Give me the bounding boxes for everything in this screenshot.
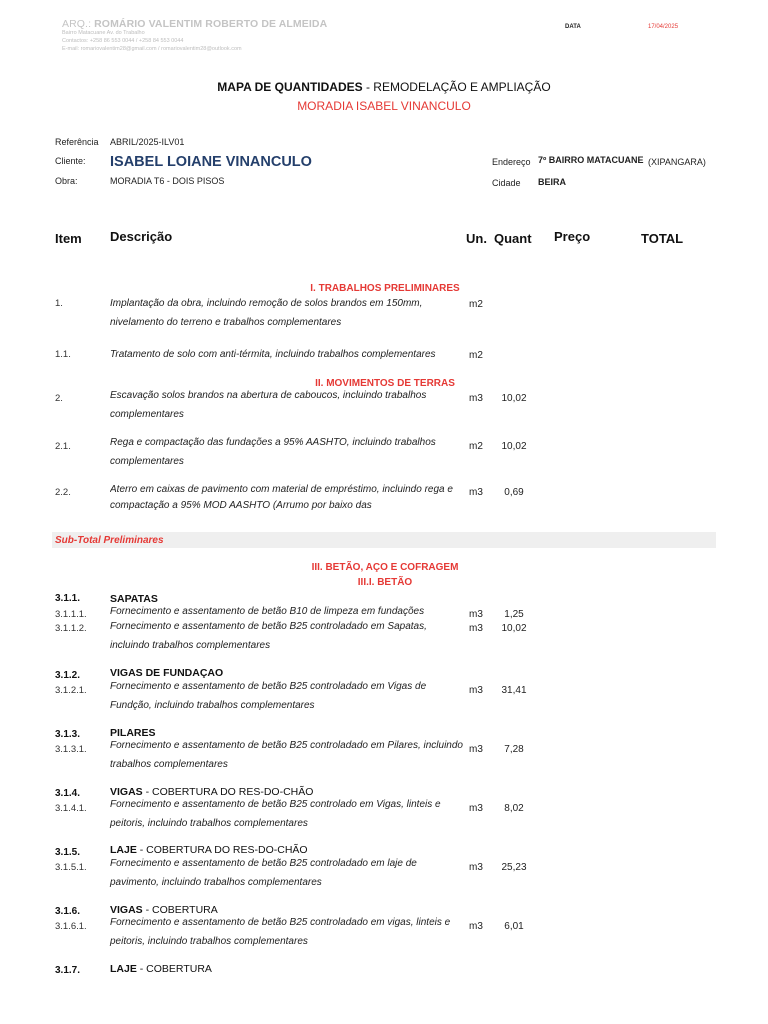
col-header-un: Un. [466, 231, 487, 246]
item-unit: m2 [469, 441, 483, 452]
item-description: Fornecimento e assentamento de betão B25 controladado em vigas, linteis e peitoris, incluindo trabalhos complementares [110, 917, 451, 947]
cidade-label: Cidade [492, 178, 521, 188]
group-title-bold: SAPATAS [110, 593, 158, 605]
architect-name: ROMÁRIO VALENTIM ROBERTO DE ALMEIDA [94, 18, 328, 30]
group-title-bold: LAJE [110, 963, 137, 975]
referencia-value: ABRIL/2025-ILV01 [110, 137, 185, 147]
item-quantity: 1,25 [504, 609, 524, 620]
item-number: 2.1. [55, 441, 71, 452]
endereco-label: Endereço [492, 157, 531, 167]
title-rest: - REMODELAÇÃO E AMPLIAÇÃO [362, 80, 551, 94]
item-number: 3.1.6.1. [55, 921, 87, 932]
subtotal-label: Sub-Total Preliminares [55, 535, 164, 546]
item-unit: m3 [469, 393, 483, 404]
item-description: Fornecimento e assentamento de betão B10 de limpeza em fundações [110, 606, 425, 617]
item-number: 3.1.3.1. [55, 744, 87, 755]
item-number: 2. [55, 393, 63, 404]
item-unit: m3 [469, 487, 483, 498]
group-number: 3.1.2. [55, 670, 81, 681]
item-description: Tratamento de solo com anti-térmita, incluindo trabalhos complementares [110, 349, 436, 360]
item-description: Fornecimento e assentamento de betão B25 controladado em Pilares, incluindo trabalhos complementares [110, 740, 463, 770]
col-header-quant: Quant [494, 231, 532, 246]
item-description: Escavação solos brandos na abertura de caboucos, incluindo trabalhos complementares [110, 390, 427, 420]
endereco-extra: (XIPANGARA) [648, 157, 706, 167]
architect-heading [62, 18, 327, 30]
item-number: 3.1.5.1. [55, 862, 87, 873]
group-title-rest: - COBERTURA DO RES-DO-CHÃO [142, 786, 314, 798]
architect-address: Bairro Matacuane Av. do Trabalho [62, 30, 145, 36]
cidade-value: BEIRA [538, 177, 567, 187]
item-unit: m3 [469, 685, 483, 696]
col-header-total: TOTAL [641, 231, 684, 246]
item-unit: m3 [469, 921, 483, 932]
group-number: 3.1.6. [55, 906, 81, 917]
item-quantity: 6,01 [504, 921, 524, 932]
group-title-bold: PILARES [110, 727, 156, 739]
group-title-bold: LAJE [110, 844, 137, 856]
col-header-preco: Preço [554, 229, 591, 244]
item-unit: m2 [469, 350, 483, 361]
date-label: DATA [565, 24, 581, 30]
obra-label: Obra: [55, 176, 78, 186]
col-header-item: Item [55, 231, 82, 246]
group-title [110, 963, 212, 975]
title-bold: MAPA DE QUANTIDADES [217, 80, 363, 94]
group-number: 3.1.3. [55, 729, 81, 740]
item-unit: m3 [469, 609, 483, 620]
architect-label: ARQ.: [62, 18, 92, 30]
section-heading: III. BETÃO, AÇO E COFRAGEM [311, 562, 459, 573]
document-title [0, 80, 768, 94]
item-quantity: 25,23 [501, 862, 527, 873]
group-title-rest: - COBERTURA [142, 904, 218, 916]
endereco-value: 7º BAIRRO MATACUANE [538, 155, 644, 165]
group-title-bold: VIGAS DE FUNDAÇAO [110, 667, 224, 679]
section-heading: I. TRABALHOS PRELIMINARES [310, 283, 460, 294]
group-number: 3.1.5. [55, 847, 81, 858]
item-description: Implantação da obra, incluindo remoção de solos brandos em 150mm, nivelamento do terreno e trabalhos complementares [110, 298, 423, 328]
group-number: 3.1.1. [55, 593, 81, 604]
document-subtitle: MORADIA ISABEL VINANCULO [297, 99, 471, 113]
item-description: Fornecimento e assentamento de betão B25 controlado em Vigas, linteis e peitoris, incluindo trabalhos complementares [110, 799, 441, 829]
item-description: Fornecimento e assentamento de betão B25 controladado em Sapatas, incluindo trabalhos complementares [110, 621, 427, 651]
item-description: Fornecimento e assentamento de betão B25 controladado em Vigas de Fundção, incluindo trabalhos complementares [110, 681, 427, 711]
item-unit: m3 [469, 744, 483, 755]
item-quantity: 10,02 [501, 623, 527, 634]
col-header-descricao: Descrição [110, 229, 173, 244]
item-unit: m3 [469, 623, 483, 634]
group-title-rest: - COBERTURA [136, 963, 212, 975]
subsection-heading: III.I. BETÃO [357, 577, 413, 588]
architect-email: E-mail: romariovalentim28@gmail.com / romariovalentim28@outlook.com [62, 46, 242, 52]
item-description: Fornecimento e assentamento de betão B25 controladado em laje de pavimento, incluindo trabalhos complementares [110, 858, 417, 888]
item-number: 2.2. [55, 487, 71, 498]
obra-value: MORADIA T6 - DOIS PISOS [110, 176, 225, 186]
item-quantity: 7,28 [504, 744, 524, 755]
item-number: 3.1.2.1. [55, 685, 87, 696]
cliente-label: Cliente: [55, 156, 86, 166]
item-number: 3.1.4.1. [55, 803, 87, 814]
item-number: 1.1. [55, 349, 71, 360]
date-value: 17/04/2025 [648, 24, 679, 30]
item-unit: m3 [469, 803, 483, 814]
item-unit: m3 [469, 862, 483, 873]
section-heading: II. MOVIMENTOS DE TERRAS [315, 378, 455, 389]
group-title-rest: - COBERTURA DO RES-DO-CHÃO [136, 844, 308, 856]
item-description: Rega e compactação das fundações a 95% AASHTO, incluindo trabalhos complementares [110, 437, 436, 467]
item-description: Aterro em caixas de pavimento com material de empréstimo, incluindo rega e compactação a 95% MOD AASHTO (Arrumo por baixo das [110, 484, 453, 511]
item-quantity: 31,41 [501, 685, 527, 696]
referencia-label: Referência [55, 137, 99, 147]
architect-contacts: Contactos: +258 86 553 0044 / +258 84 553 0044 [62, 38, 184, 44]
item-unit: m2 [469, 299, 483, 310]
group-title-bold: VIGAS [110, 786, 143, 798]
cliente-value: ISABEL LOIANE VINANCULO [110, 154, 312, 170]
item-number: 3.1.1.2. [55, 623, 87, 634]
item-number: 3.1.1.1. [55, 609, 87, 620]
group-title-bold: VIGAS [110, 904, 143, 916]
item-number: 1. [55, 298, 63, 309]
item-quantity: 8,02 [504, 803, 524, 814]
item-quantity: 10,02 [501, 441, 527, 452]
group-number: 3.1.7. [55, 965, 81, 976]
group-title [110, 593, 158, 605]
group-number: 3.1.4. [55, 788, 81, 799]
item-quantity: 0,69 [504, 487, 524, 498]
item-quantity: 10,02 [501, 393, 527, 404]
